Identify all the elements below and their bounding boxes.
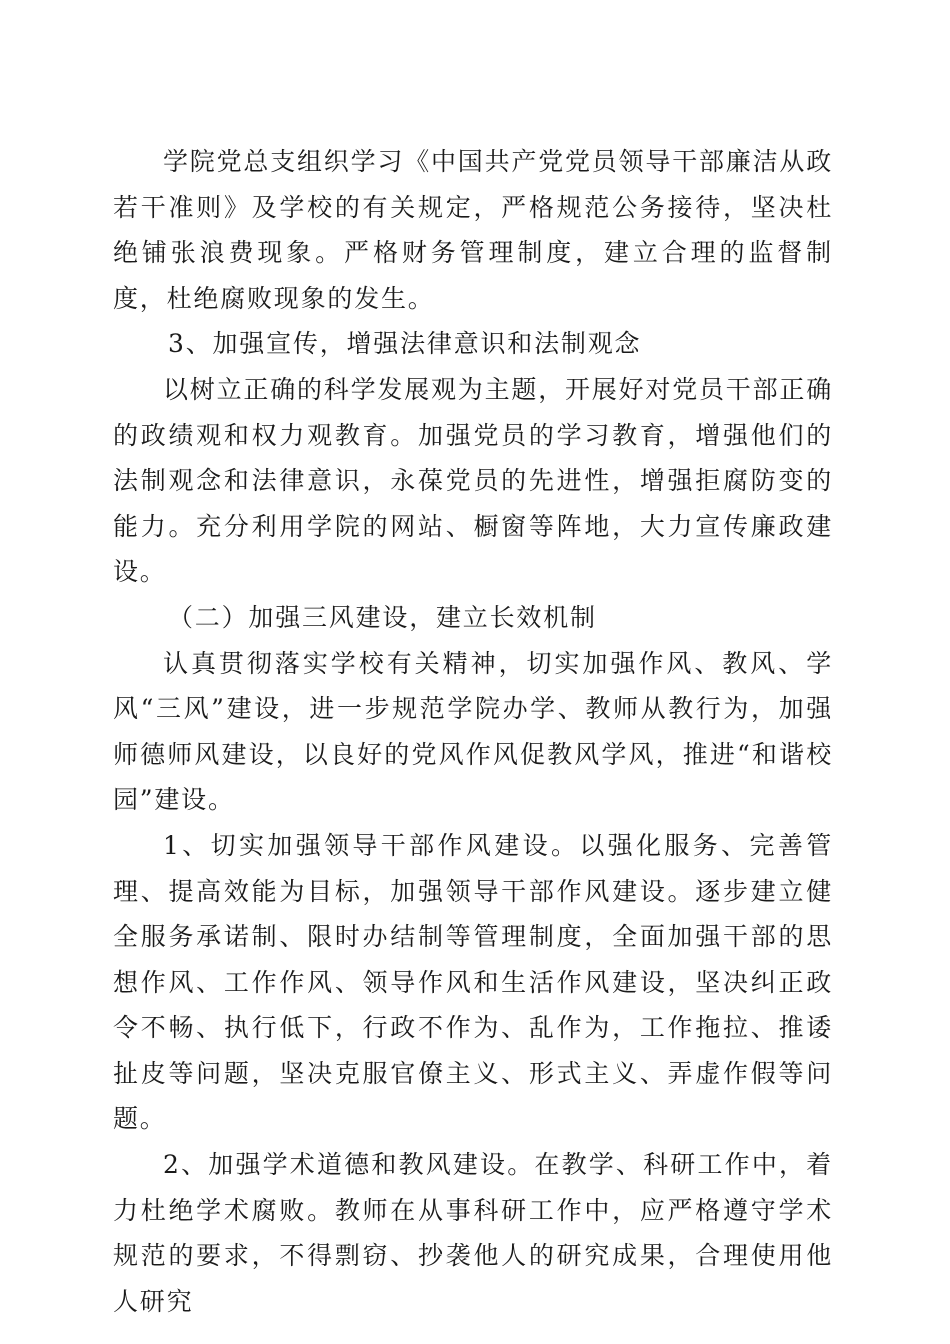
document-body <box>113 139 833 1324</box>
heading-three-styles: （二）加强三风建设，建立长效机制 <box>168 602 597 632</box>
heading-publicity-legal-awareness: 3、加强宣传，增强法律意识和法制观念 <box>168 329 642 359</box>
paragraph-three-styles: 认真贯彻落实学校有关精神，切实加强作风、教风、学风“三风”建设，进一步规范学院办学、教师从教行为，加强师德师风建设，以良好的党风作风促教风学风，推进“和谐校园”建设。 <box>113 648 833 815</box>
paragraph-academic-ethics: 2、加强学术道德和教风建设。在教学、科研工作中，着力杜绝学术腐败。教师在从事科研工作中，应严格遵守学术规范的要求，不得剽窃、抄袭他人的研究成果，合理使用他人研究 <box>113 1150 833 1316</box>
paragraph-leadership-style: 1、切实加强领导干部作风建设。以强化服务、完善管理、提高效能为目标，加强领导干部作风建设。逐步建立健全服务承诺制、限时办结制等管理制度，全面加强干部的思想作风、工作作风、领导作风和生活作风建设，坚决纠正政令不畅、执行低下，行政不作为、乱作为，工作拖拉、推诿扯皮等问题，坚决克服官僚主义、形式主义、弄虚作假等问题。 <box>113 830 833 1134</box>
paragraph-integrity-rules: 学院党总支组织学习《中国共产党党员领导干部廉洁从政若干准则》及学校的有关规定，严格规范公务接待，坚决杜绝铺张浪费现象。严格财务管理制度，建立合理的监督制度，杜绝腐败现象的发生。 <box>113 147 834 313</box>
paragraph-publicity-education: 以树立正确的科学发展观为主题，开展好对党员干部正确的政绩观和权力观教育。加强党员的学习教育，增强他们的法制观念和法律意识，永葆党员的先进性，增强拒腐防变的能力。充分利用学院的网站、橱窗等阵地，大力宣传廉政建设。 <box>113 374 834 587</box>
